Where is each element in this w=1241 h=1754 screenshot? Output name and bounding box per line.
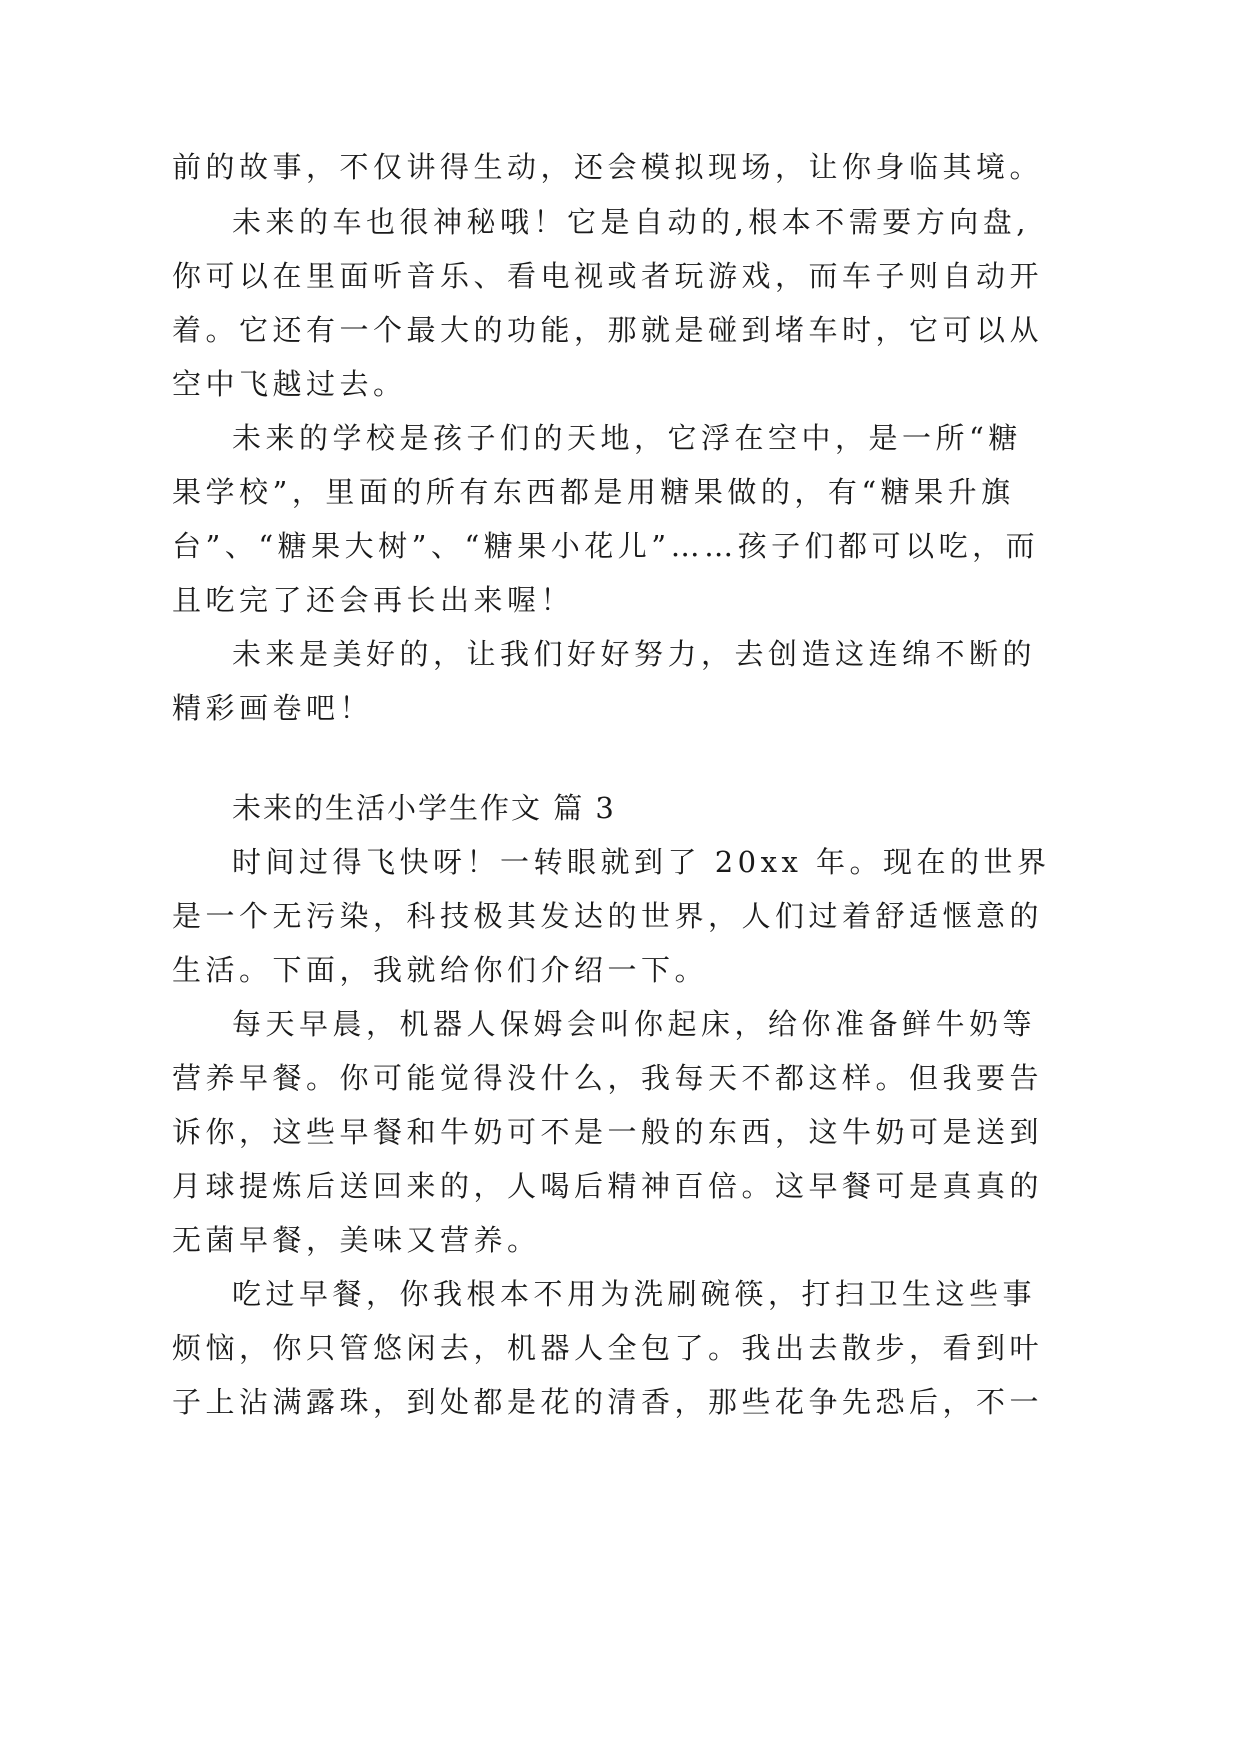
text-line: 生活。下面，我就给你们介绍一下。 bbox=[172, 953, 709, 987]
text-line: 着。它还有一个最大的功能，那就是碰到堵车时，它可以从 bbox=[172, 313, 1044, 347]
text-line: 台”、“糖果大树”、“糖果小花儿”……孩子们都可以吃，而 bbox=[172, 529, 1040, 563]
text-line: 营养早餐。你可能觉得没什么，我每天不都这样。但我要告 bbox=[172, 1061, 1044, 1095]
paragraph-first-line: 每天早晨，机器人保姆会叫你起床，给你准备鲜牛奶等 bbox=[232, 1007, 1037, 1041]
section-heading: 未来的生活小学生作文 篇 3 bbox=[232, 791, 616, 825]
paragraph-first-line: 未来是美好的，让我们好好努力，去创造这连绵不断的 bbox=[232, 637, 1037, 671]
text-line: 空中飞越过去。 bbox=[172, 367, 407, 401]
text-line: 是一个无污染，科技极其发达的世界，人们过着舒适惬意的 bbox=[172, 899, 1044, 933]
text-line: 前的故事，不仅讲得生动，还会模拟现场，让你身临其境。 bbox=[172, 150, 1044, 184]
text-line: 诉你，这些早餐和牛奶可不是一般的东西，这牛奶可是送到 bbox=[172, 1115, 1044, 1149]
text-line: 精彩画卷吧！ bbox=[172, 691, 374, 725]
text-line: 你可以在里面听音乐、看电视或者玩游戏，而车子则自动开 bbox=[172, 259, 1044, 293]
paragraph-first-line: 吃过早餐，你我根本不用为洗刷碗筷，打扫卫生这些事 bbox=[232, 1277, 1037, 1311]
text-line: 烦恼，你只管悠闲去，机器人全包了。我出去散步，看到叶 bbox=[172, 1331, 1044, 1365]
text-line: 且吃完了还会再长出来喔！ bbox=[172, 583, 575, 617]
paragraph-first-line: 未来的车也很神秘哦！它是自动的,根本不需要方向盘, bbox=[232, 205, 1030, 239]
paragraph-first-line: 未来的学校是孩子们的天地，它浮在空中，是一所“糖 bbox=[232, 421, 1022, 455]
text-line: 果学校”，里面的所有东西都是用糖果做的，有“糖果升旗 bbox=[172, 475, 1015, 509]
text-line: 月球提炼后送回来的，人喝后精神百倍。这早餐可是真真的 bbox=[172, 1169, 1044, 1203]
text-line: 无菌早餐，美味又营养。 bbox=[172, 1223, 541, 1257]
text-line: 子上沾满露珠，到处都是花的清香，那些花争先恐后，不一 bbox=[172, 1385, 1044, 1419]
paragraph-first-line: 时间过得飞快呀！一转眼就到了 20xx 年。现在的世界 bbox=[232, 845, 1051, 879]
